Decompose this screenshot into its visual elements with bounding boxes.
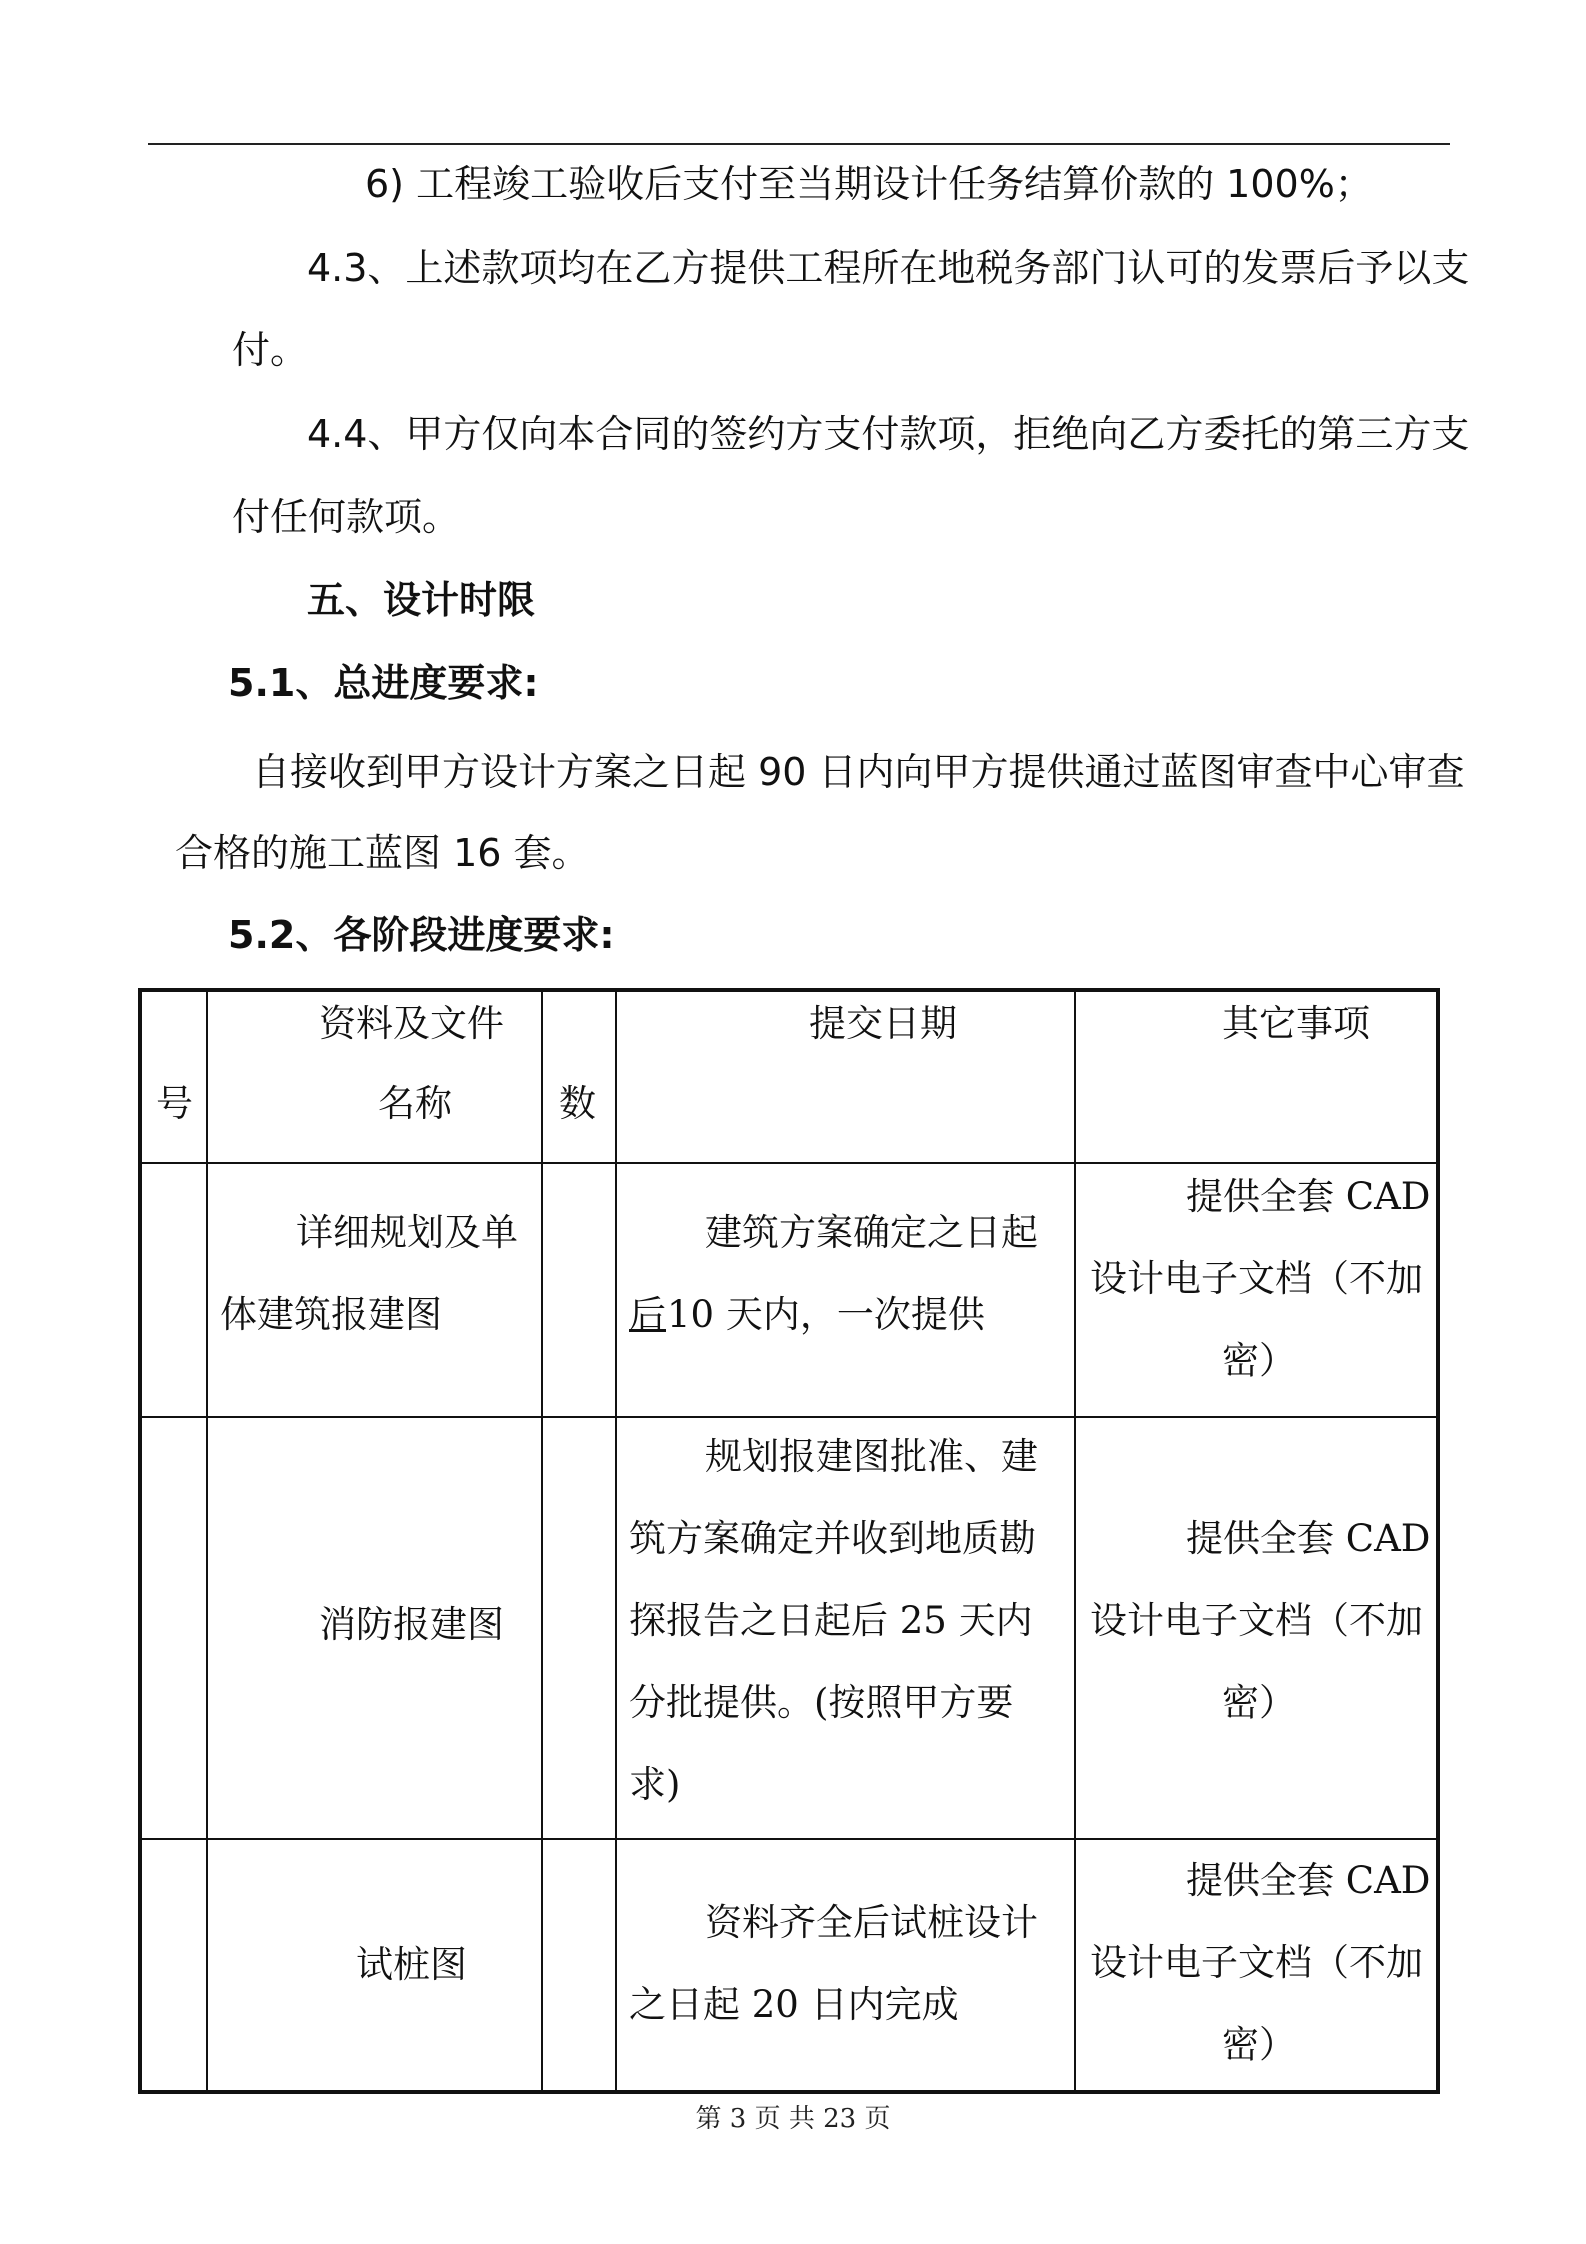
section-5-1-title: 5.1、总进度要求: [228, 661, 539, 705]
row2-other-line2: 设计电子文档（不加 [1090, 1599, 1423, 1642]
row2-other-line1: 提供全套 CAD [1186, 1517, 1431, 1560]
table-header-row [140, 990, 1438, 1163]
header-qty-label: 数 [559, 1082, 596, 1125]
row3-qty [542, 1839, 616, 2092]
payment-item-6: 6) 工程竣工验收后支付至当期设计任务结算价款的 100%； [365, 162, 1373, 206]
page-footer: 第 3 页 共 23 页 [695, 2104, 891, 2134]
row3-date-line1: 资料齐全后试桩设计 [705, 1901, 1038, 1944]
section-5-1-line2: 合格的施工蓝图 16 套。 [175, 831, 590, 875]
row1-name-line2: 体建筑报建图 [220, 1293, 442, 1336]
table-row [140, 1163, 1438, 1417]
row3-name [207, 1839, 542, 2092]
header-rule [148, 143, 1450, 145]
row1-date-line2b: 10 天内，一次提供 [667, 1293, 985, 1336]
schedule-table [138, 988, 1440, 2094]
row1-name-line1: 详细规划及单 [296, 1211, 518, 1254]
header-date [616, 990, 1075, 1163]
table-row [140, 1417, 1438, 1839]
row2-date [616, 1417, 1075, 1839]
row2-no [140, 1417, 207, 1839]
row1-no [140, 1163, 207, 1417]
header-other [1075, 990, 1438, 1163]
clause-4-3-line1: 4.3、上述款项均在乙方提供工程所在地税务部门认可的发票后予以支 [307, 246, 1470, 290]
row3-other-line1: 提供全套 CAD [1186, 1859, 1431, 1902]
row2-date-line4: 分批提供。(按照甲方要 [629, 1681, 1014, 1724]
row1-date-line1: 建筑方案确定之日起 [705, 1211, 1038, 1254]
row1-other-line2: 设计电子文档（不加 [1090, 1257, 1423, 1300]
row2-name [207, 1417, 542, 1839]
row2-name-line1: 消防报建图 [319, 1603, 504, 1646]
clause-4-3-line2: 付。 [232, 328, 309, 372]
row3-name-line1: 试桩图 [356, 1943, 467, 1986]
row2-date-line3: 探报告之日起后 25 天内 [629, 1599, 1033, 1642]
row2-other-line3: 密） [1222, 1681, 1296, 1724]
section-5-2-title: 5.2、各阶段进度要求: [228, 913, 615, 957]
row2-qty [542, 1417, 616, 1839]
clause-4-4-line2: 付任何款项。 [232, 495, 461, 539]
row1-other-line3: 密） [1222, 1339, 1296, 1382]
row3-other-line2: 设计电子文档（不加 [1090, 1941, 1423, 1984]
header-name-line1: 资料及文件 [319, 1002, 504, 1045]
header-other-label: 其它事项 [1222, 1002, 1370, 1045]
header-date-label: 提交日期 [809, 1002, 957, 1045]
row3-date-line2: 之日起 20 日内完成 [629, 1983, 959, 2026]
row1-name [207, 1163, 542, 1417]
row2-date-line5: 求) [629, 1763, 681, 1806]
header-no [140, 990, 207, 1163]
row1-qty [542, 1163, 616, 1417]
row3-other-line3: 密） [1222, 2023, 1296, 2066]
row1-other [1075, 1163, 1438, 1417]
row3-other [1075, 1839, 1438, 2092]
clause-4-4-line1: 4.4、甲方仅向本合同的签约方支付款项，拒绝向乙方委托的第三方支 [307, 412, 1470, 456]
table-row [140, 1839, 1438, 2092]
header-qty [542, 990, 616, 1163]
section-5-1-line1: 自接收到甲方设计方案之日起 90 日内向甲方提供通过蓝图审查中心审查 [252, 750, 1465, 794]
row2-date-line1: 规划报建图批准、建 [705, 1435, 1038, 1478]
row1-other-line1: 提供全套 CAD [1186, 1175, 1431, 1218]
row2-date-line2: 筑方案确定并收到地质勘 [629, 1517, 1036, 1560]
row3-date [616, 1839, 1075, 2092]
header-no-label: 号 [156, 1082, 193, 1125]
header-name-line2: 名称 [378, 1082, 452, 1125]
row1-date-line2a: 后 [629, 1293, 666, 1336]
header-name [207, 990, 542, 1163]
row2-other [1075, 1417, 1438, 1839]
section-5-title: 五、设计时限 [307, 578, 536, 622]
row3-no [140, 1839, 207, 2092]
row1-date [616, 1163, 1075, 1417]
